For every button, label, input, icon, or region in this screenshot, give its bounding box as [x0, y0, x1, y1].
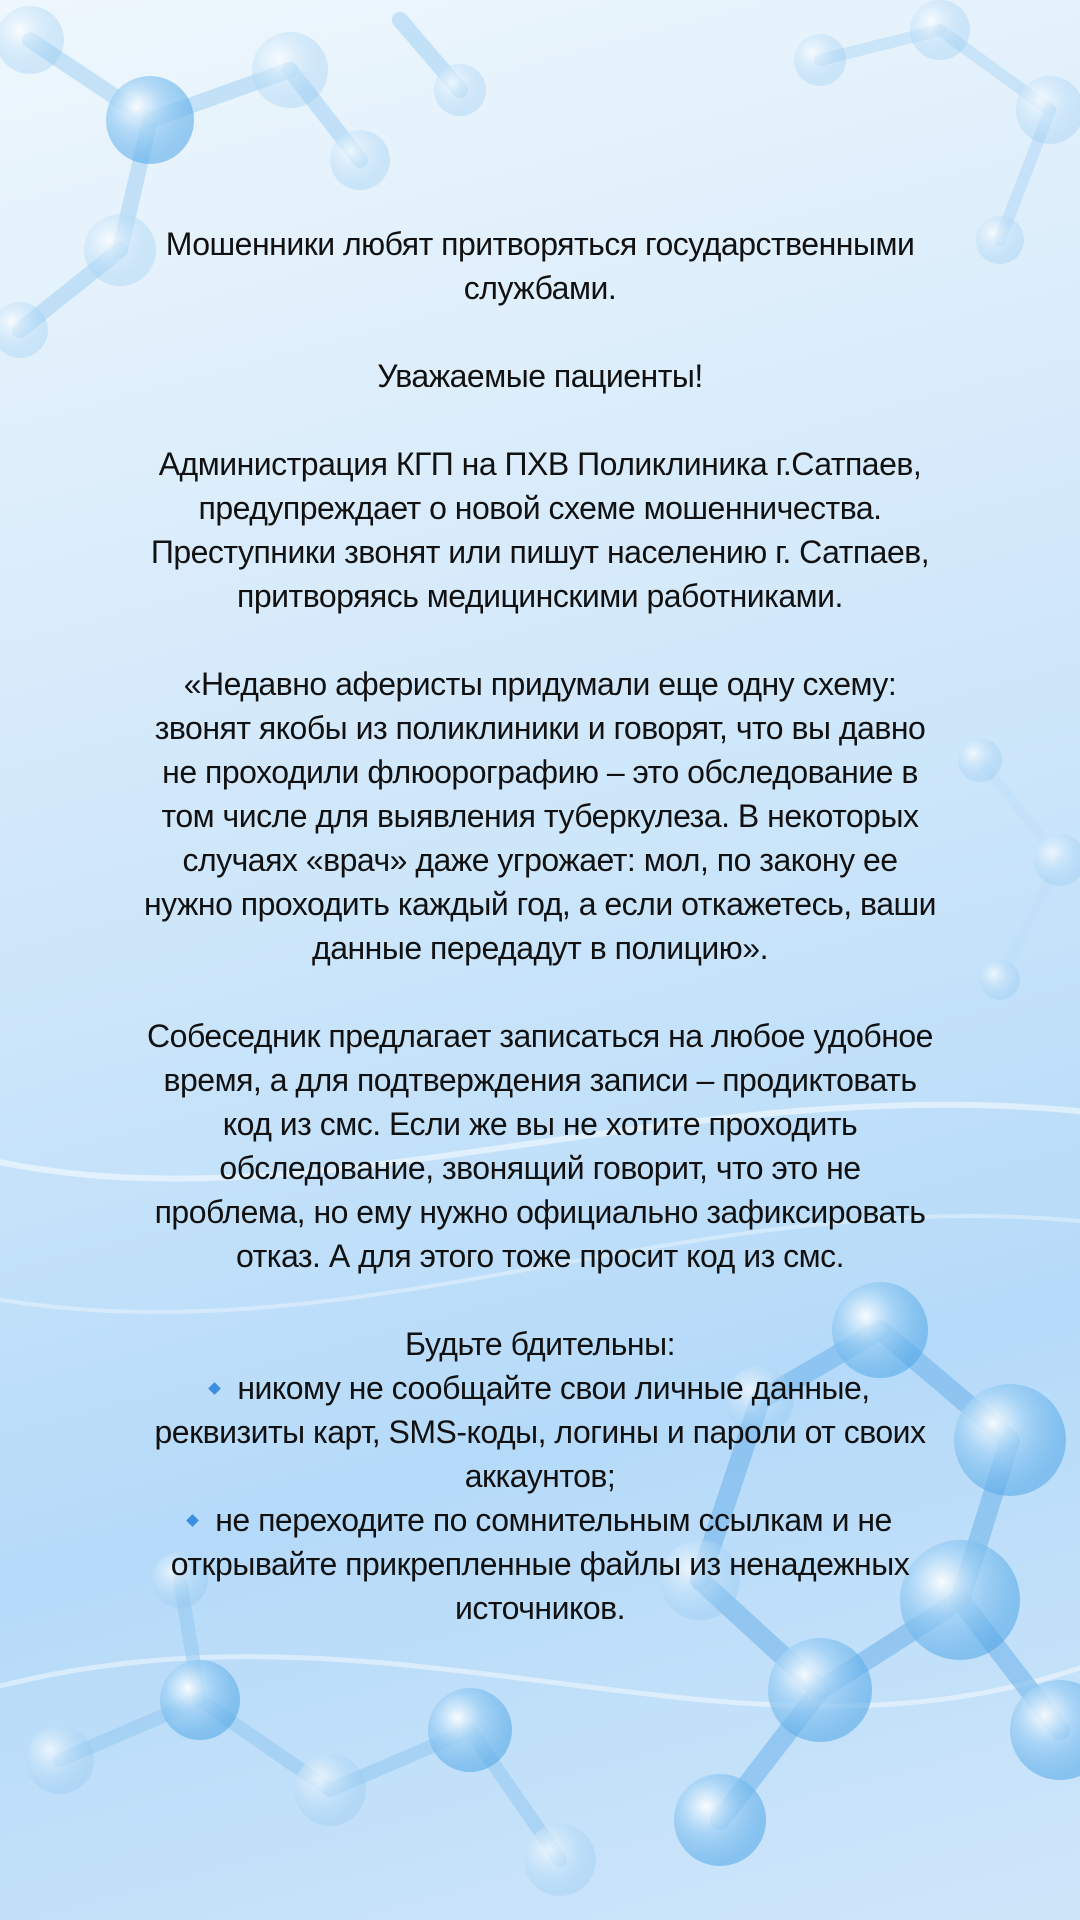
diamond-bullet-icon — [208, 1382, 221, 1395]
paragraph-scheme-quote: «Недавно аферисты придумали еще одну схему: звонят якобы из поликлиники и говорят, что вы давно не проходили флюорографию – это обследование в том числе для выявления туберкулеза. В некоторых случаях «врач» даже угрожает: мол, по закону ее нужно проходить каждый год, а если откажетесь, ваши данные передадут в полицию». — [143, 666, 937, 966]
notice-text — [100, 222, 980, 1630]
warning-title: Будьте бдительны: — [405, 1326, 675, 1362]
paragraph-sms-code: Собеседник предлагает записаться на любое удобное время, а для подтверждения записи – продиктовать код из смс. Если же вы не хотите проходить обследование, звонящий говорит, что это не проблема, но ему нужно официально зафиксировать отказ. А для этого тоже просит код из смс. — [147, 1018, 933, 1274]
warning-bullet-text: не переходите по сомнительным ссылкам и не открывайте прикрепленные файлы из ненадежных источников. — [170, 1502, 910, 1626]
warning-bullet — [100, 1498, 980, 1630]
warning-bullet — [100, 1366, 980, 1498]
greeting: Уважаемые пациенты! — [377, 358, 703, 394]
warning-bullet-text: никому не сообщайте свои личные данные, реквизиты карт, SMS-коды, логины и пароли от своих аккаунтов; — [154, 1370, 926, 1494]
paragraph-administration: Администрация КГП на ПХВ Поликлиника г.Сатпаев, предупреждает о новой схеме мошенничества. Преступники звонят или пишут населению г. Сатпаев, притворяясь медицинскими работниками. — [150, 446, 930, 614]
diamond-bullet-icon — [186, 1514, 199, 1527]
notice-heading: Мошенники любят притворяться государственными службами. — [165, 226, 915, 306]
